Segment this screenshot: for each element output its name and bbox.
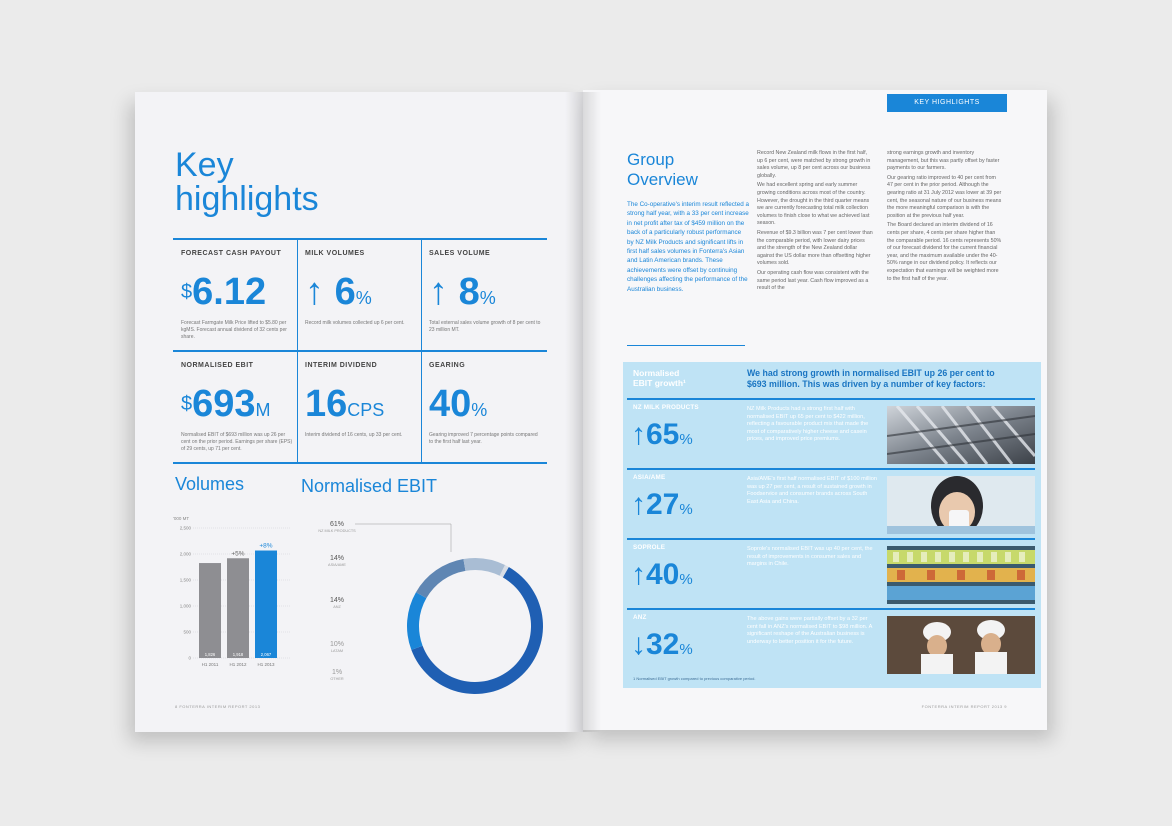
bar-growth-annotation: +5% <box>231 550 245 558</box>
row-rule <box>627 538 1035 540</box>
row-unit: % <box>679 641 693 658</box>
row-unit: % <box>679 431 693 448</box>
row-label: ANZ <box>633 614 647 621</box>
bar <box>227 558 249 658</box>
intro-rule <box>627 345 745 346</box>
slice-percent-label: 10% <box>329 641 345 648</box>
supermarket-shelves-photo <box>887 546 1035 604</box>
title-line-2: Overview <box>627 170 698 189</box>
body-column-2 <box>757 150 873 295</box>
kpi-number: 693 <box>192 383 256 425</box>
arrow-up-icon: ↑ <box>631 488 646 521</box>
arrow-up-icon: ↑ <box>631 418 646 451</box>
kpi-label: SALES VOLUME <box>429 250 491 257</box>
volumes-title: Volumes <box>175 474 245 494</box>
title-line-2: highlights <box>175 180 319 218</box>
kpi-number: 16 <box>305 383 348 425</box>
kpi-description: Record milk volumes collected up 6 per cent. <box>305 320 405 326</box>
normalised-ebit-title: Normalised EBIT <box>301 476 438 496</box>
kpi-label: NORMALISED EBIT <box>181 362 254 369</box>
kpi-gearing <box>421 350 545 462</box>
ebit-row-anz <box>623 608 1041 674</box>
row-description: Soprole's normalised EBIT was up 40 per cent, the result of improvements in consumer sales and margins in Chile. <box>747 546 873 568</box>
y-axis-unit-label: '000 MT <box>173 516 190 521</box>
bar-growth-annotation: +8% <box>259 542 273 550</box>
kpi-prefix: $ <box>181 393 193 415</box>
volumes-chart <box>171 512 295 672</box>
row-value <box>631 488 693 527</box>
donut-slice <box>416 559 465 598</box>
kpi-value <box>305 384 384 430</box>
ebit-donut-chart-area <box>311 516 551 696</box>
row-number: 27 <box>646 488 680 521</box>
child-drinking-milk-photo <box>887 476 1035 534</box>
left-page <box>135 92 583 732</box>
page-footer-left: 8 FONTERRA INTERIM REPORT 2013 <box>175 704 261 709</box>
kpi-description: Interim dividend of 16 cents, up 33 per cent. <box>305 432 403 438</box>
spine-shadow <box>565 92 601 732</box>
y-tick-label: 500 <box>183 629 191 635</box>
paragraph: We had excellent spring and early summer growing conditions across most of the country. However, the drought in the third quarter means we are currently forecasting total milk collection volumes to finish close to what we achieved last season. <box>757 182 870 227</box>
slice-percent-label: 61% <box>329 521 345 528</box>
slice-name-label: NZ MILK PRODUCTS <box>318 529 356 533</box>
heading-line-2: EBIT growth¹ <box>633 378 686 388</box>
arrow-up-icon: ↑ <box>305 271 324 313</box>
chefs-cooking-photo <box>887 616 1035 674</box>
kpi-label: INTERIM DIVIDEND <box>305 362 378 369</box>
group-overview-title <box>627 150 737 190</box>
kpi-sales-volume <box>421 238 545 350</box>
paragraph: Our gearing ratio improved to 40 per cent from 47 per cent in the prior period. Although the gearing ratio at 31 July 2012 was lower at 39 per cent, the seasonal nature of our business means the more meaningful comparison is with the position at the previous half year. <box>887 174 1002 219</box>
slice-percent-label: 14% <box>329 555 345 562</box>
kpi-label: FORECAST CASH PAYOUT <box>181 250 282 257</box>
donut-slice <box>463 558 505 576</box>
kpi-number: 6.12 <box>192 271 267 313</box>
y-tick-label: 2,000 <box>179 551 191 557</box>
ebit-donut-chart <box>311 516 551 696</box>
y-tick-label: 1,000 <box>179 603 191 609</box>
kpi-grid <box>173 238 547 464</box>
kpi-unit: CPS <box>347 400 385 420</box>
row-unit: % <box>679 571 693 588</box>
bar <box>255 551 277 658</box>
volumes-bar-chart <box>171 512 295 672</box>
kpi-value <box>181 384 271 430</box>
row-description: The above gains were partially offset by a 32 per cent fall in ANZ's normalised EBIT to $98 million. A significant reshape of the Australian business is underway to better position it for the future. <box>747 616 873 645</box>
x-tick-label: H1 2013 <box>257 662 275 667</box>
y-tick-label: 2,500 <box>179 525 191 531</box>
ebit-row-nz-milk-products <box>623 398 1041 464</box>
kpi-description: Forecast Farmgate Milk Price lifted to $5.80 per kgMS. Forecast annual dividend of 32 cents per share. <box>181 320 287 340</box>
leader-line <box>355 524 451 552</box>
bar-value-label: 1,826 <box>204 652 216 657</box>
row-unit: % <box>679 501 693 518</box>
row-label: NZ MILK PRODUCTS <box>633 404 699 411</box>
row-number: 32 <box>646 628 680 661</box>
kpi-normalised-ebit <box>173 350 297 462</box>
title-line-1: Key <box>175 146 234 184</box>
heading-line-1: Normalised <box>633 368 680 378</box>
panel-heading-right: We had strong growth in normalised EBIT up 26 per cent to $693 million. This was driven by a number of key factors: <box>747 368 995 389</box>
kpi-description: Gearing improved 7 percentage points compared to the first half last year. <box>429 432 538 445</box>
paragraph: The Board declared an interim dividend of 16 cents per share, 4 cents per share higher than the comparable period. 16 cents represents 50% of our forecast dividend for the current financial year, and the maximum available under the 40-50% range in our dividend policy. It reflects our expectation that earnings will be weighted more to the first half of the year. <box>887 222 1002 282</box>
y-tick-label: 0 <box>188 655 191 661</box>
panel-heading-left <box>633 368 686 388</box>
paragraph: Revenue of $9.3 billion was 7 per cent lower than the comparable period, with lower dairy prices and the strength of the New Zealand dollar against the US dollar more than offsetting higher volumes sold. <box>757 229 873 267</box>
group-overview-intro: The Co-operative's interim result reflected a strong half year, with a 33 per cent increase in net profit after tax of $459 million on the back of a particularly robust performance by NZ Milk Products and significant lifts in first half sales volumes in Fonterra's Asian and Latin American brands. These achievements were offset by continuing challenges affecting the performance of the Australian business. <box>627 201 749 293</box>
body-column-3 <box>887 150 1003 285</box>
paragraph: Record New Zealand milk flows in the first half, up 6 per cent, were matched by strong growth in sales volume, up 8 per cent across our business globally. <box>757 150 871 179</box>
donut-slice <box>407 592 426 650</box>
title-line-1: Group <box>627 150 675 169</box>
arrow-down-icon: ↓ <box>631 628 646 661</box>
kpi-milk-volumes <box>297 238 421 350</box>
slice-name-label: ANZ <box>333 605 341 609</box>
slice-name-label: ASIA/AME <box>328 563 346 567</box>
kpi-description: Normalised EBIT of $693 million was up 26 per cent on the prior period. Earnings per share (EPS) of 29 cents, up 71 per cent. <box>181 432 293 452</box>
key-highlights-title <box>175 148 319 216</box>
kpi-label: MILK VOLUMES <box>305 250 365 257</box>
slice-name-label: OTHER <box>330 677 344 681</box>
row-rule <box>627 608 1035 610</box>
arrow-up-icon: ↑ <box>429 271 448 313</box>
slice-percent-label: 1% <box>331 669 343 676</box>
bar <box>199 563 221 658</box>
kpi-interim-dividend <box>297 350 421 462</box>
kpi-unit: % <box>355 288 372 308</box>
row-value <box>631 558 693 597</box>
kpi-description: Total external sales volume growth of 8 per cent to 23 million MT. <box>429 320 541 333</box>
key-highlights-tab: KEY HIGHLIGHTS <box>887 94 1007 112</box>
row-value <box>631 418 693 457</box>
row-description: NZ Milk Products had a strong first half with normalised EBIT up 65 per cent to $422 million, reflecting a favourable product mix that made the most of comparatively higher cheese and casein prices, and improved price premiums. <box>747 406 869 443</box>
row-label: ASIA/AME <box>633 474 666 481</box>
ebit-growth-panel <box>623 362 1041 688</box>
y-tick-label: 1,500 <box>179 577 191 583</box>
row-number: 65 <box>646 418 680 451</box>
footnote: 1 Normalised EBIT growth compared to previous comparative period. <box>633 676 756 681</box>
kpi-prefix: $ <box>181 281 193 303</box>
bar-value-label: 2,067 <box>260 652 272 657</box>
kpi-value <box>181 272 266 318</box>
kpi-number: 8 <box>458 271 480 313</box>
bar-value-label: 1,918 <box>232 652 244 657</box>
slice-percent-label: 14% <box>329 597 345 604</box>
row-rule <box>627 468 1035 470</box>
kpi-unit: M <box>255 400 271 420</box>
kpi-forecast-cash-payout <box>173 238 297 350</box>
paragraph: strong earnings growth and inventory management, but this was partly offset by faster payments to our farmers. <box>887 150 1000 172</box>
x-tick-label: H1 2012 <box>229 662 247 667</box>
kpi-value <box>429 272 496 318</box>
factory-pipes-photo <box>887 406 1035 464</box>
kpi-value <box>305 272 372 318</box>
ebit-row-soprole <box>623 538 1041 604</box>
page-footer-right: FONTERRA INTERIM REPORT 2013 9 <box>921 704 1007 709</box>
kpi-number: 6 <box>334 271 356 313</box>
row-number: 40 <box>646 558 680 591</box>
row-description: Asia/AME's first half normalised EBIT of $100 million was up 27 per cent, a result of sustained growth in Foodservice and consumer brands across South East Asia and China. <box>747 476 877 505</box>
kpi-label: GEARING <box>429 362 466 369</box>
row-value <box>631 628 693 667</box>
paragraph: Our operating cash flow was consistent with the same period last year. Cash flow improved as a result of the <box>757 269 869 292</box>
kpi-number: 40 <box>429 383 472 425</box>
kpi-value <box>429 384 487 430</box>
arrow-up-icon: ↑ <box>631 558 646 591</box>
row-label: SOPROLE <box>633 544 666 551</box>
right-page <box>583 90 1047 730</box>
x-tick-label: H1 2011 <box>201 662 219 667</box>
ebit-row-asia-ame <box>623 468 1041 534</box>
row-rule <box>627 398 1035 400</box>
slice-name-label: LATAM <box>330 649 344 653</box>
kpi-unit: % <box>479 288 496 308</box>
kpi-rule-bottom <box>173 462 547 464</box>
kpi-unit: % <box>471 400 488 420</box>
